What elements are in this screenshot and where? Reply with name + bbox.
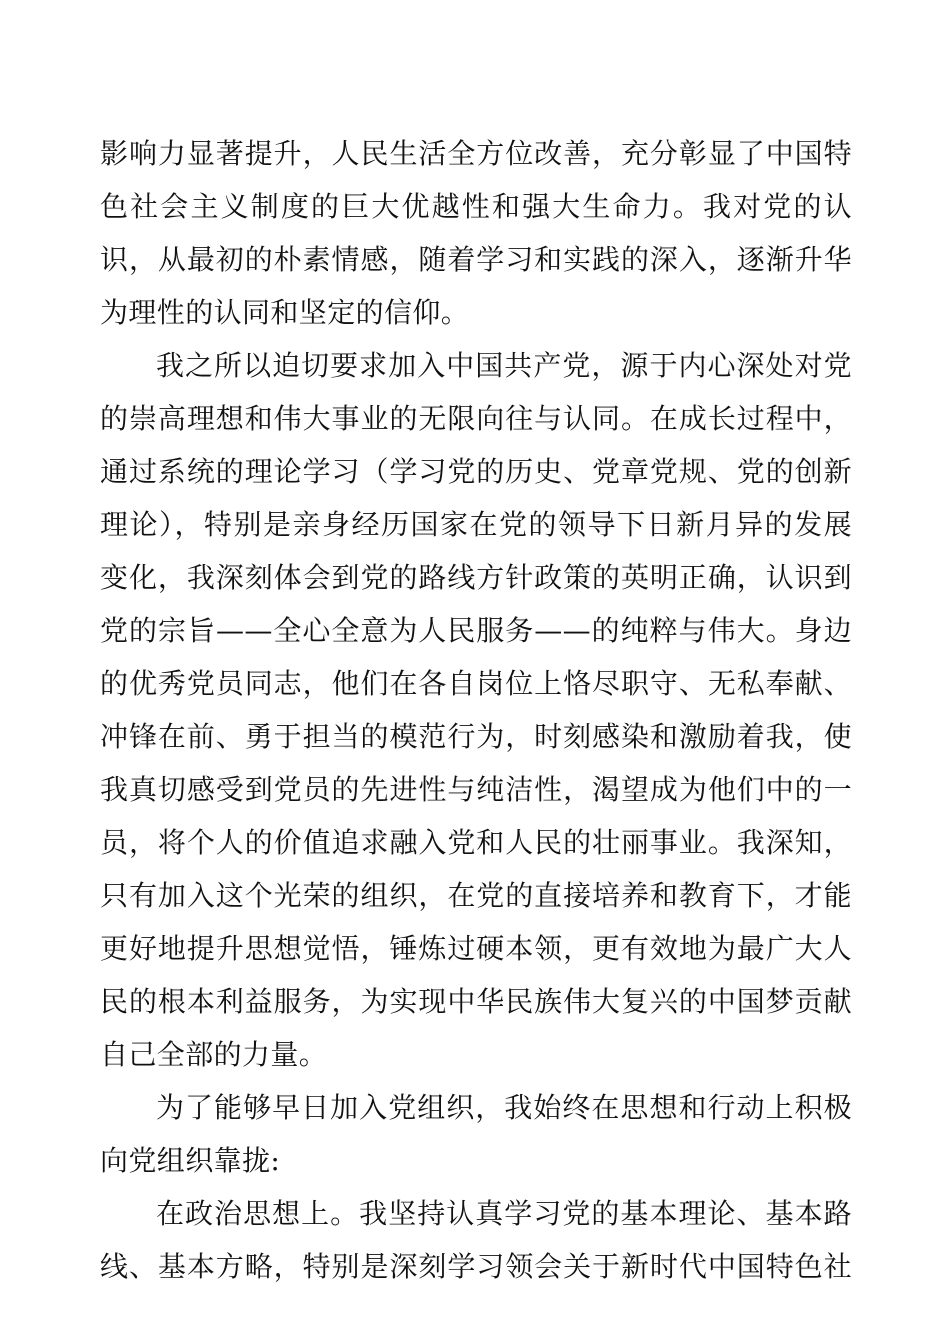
paragraph-line: 理论），特别是亲身经历国家在党的领导下日新月异的发展: [100, 508, 852, 541]
paragraph-line: 我之所以迫切要求加入中国共产党，源于内心深处对党: [156, 349, 852, 382]
paragraph-1: [100, 127, 852, 339]
paragraph-line: 党的宗旨——全心全意为人民服务——的纯粹与伟大。身边: [100, 614, 852, 647]
document-body: [100, 127, 852, 1293]
paragraph-line: 为理性的认同和坚定的信仰。: [100, 296, 470, 329]
paragraph-line: 变化，我深刻体会到党的路线方针政策的英明正确，认识到: [100, 561, 852, 594]
paragraph-3: [100, 1081, 852, 1187]
paragraph-line: 只有加入这个光荣的组织，在党的直接培养和教育下，才能: [100, 879, 852, 912]
paragraph-2: [100, 339, 852, 1081]
paragraph-line: 为了能够早日加入党组织，我始终在思想和行动上积极: [156, 1091, 852, 1124]
paragraph-line: 色社会主义制度的巨大优越性和强大生命力。我对党的认: [100, 190, 852, 223]
paragraph-line: 的崇高理想和伟大事业的无限向往与认同。在成长过程中，: [100, 402, 852, 435]
paragraph-line: 影响力显著提升，人民生活全方位改善，充分彰显了中国特: [100, 137, 852, 170]
paragraph-line: 线、基本方略，特别是深刻学习领会关于新时代中国特色社: [100, 1250, 852, 1283]
paragraph-line: 的优秀党员同志，他们在各自岗位上恪尽职守、无私奉献、: [100, 667, 852, 700]
paragraph-line: 员，将个人的价值追求融入党和人民的壮丽事业。我深知，: [100, 826, 852, 859]
paragraph-line: 通过系统的理论学习（学习党的历史、党章党规、党的创新: [100, 455, 852, 488]
paragraph-line: 在政治思想上。我坚持认真学习党的基本理论、基本路: [156, 1197, 852, 1230]
paragraph-line: 民的根本利益服务，为实现中华民族伟大复兴的中国梦贡献: [100, 985, 852, 1018]
paragraph-line: 向党组织靠拢:: [100, 1144, 281, 1177]
paragraph-line: 冲锋在前、勇于担当的模范行为，时刻感染和激励着我，使: [100, 720, 852, 753]
paragraph-line: 我真切感受到党员的先进性与纯洁性，渴望成为他们中的一: [100, 773, 852, 806]
paragraph-line: 识，从最初的朴素情感，随着学习和实践的深入，逐渐升华: [100, 243, 852, 276]
paragraph-line: 自己全部的力量。: [100, 1038, 328, 1071]
paragraph-line: 更好地提升思想觉悟，锤炼过硬本领，更有效地为最广大人: [100, 932, 852, 965]
paragraph-4: [100, 1187, 852, 1293]
